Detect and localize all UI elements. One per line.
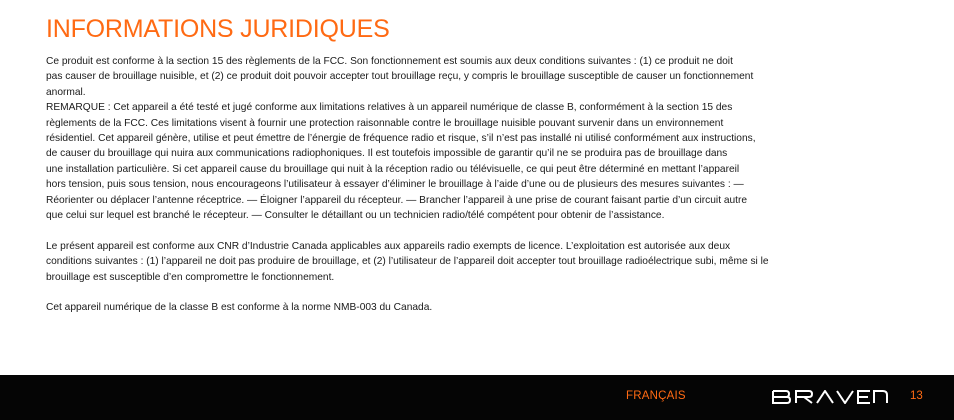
paragraph-spacer bbox=[46, 223, 904, 238]
text-line: Cet appareil numérique de la classe B est conforme à la norme NMB-003 du Canada. bbox=[46, 302, 433, 314]
text-line: REMARQUE : Cet appareil a été testé et jugé conforme aux limitations relatives à un appareil numérique de classe B, conformément à la section 15 des bbox=[46, 102, 733, 114]
text-line: hors tension, puis sous tension, nous encourageons l’utilisateur à essayer d’éliminer le brouillage à l’aide d’une ou de plusieurs des mesures suivantes : — bbox=[46, 179, 744, 191]
text-line: brouillage est susceptible d’en compromettre le fonctionnement. bbox=[46, 271, 335, 283]
text-line: une installation particulière. Si cet appareil cause du brouillage qui nuit à la réception radio ou télévisuelle, ce qui peut être déterminé en mettant l’appareil bbox=[46, 163, 740, 175]
text-line: Le présent appareil est conforme aux CNR d’Industrie Canada applicables aux appareils radio exempts de licence. L’exploitation est autorisée aux deux bbox=[46, 240, 731, 252]
text-line: conditions suivantes : (1) l’appareil ne doit pas produire de brouillage, et (2) l’utilisateur de l’appareil doit accepter tout brouillage radioélectrique subi, même si le bbox=[46, 256, 769, 268]
footer-bar bbox=[0, 375, 954, 420]
braven-logo bbox=[772, 390, 888, 404]
text-line: pas causer de brouillage nuisible, et (2) ce produit doit pouvoir accepter tout brouillage reçu, y compris le brouillage susceptible de causer un fonctionnement bbox=[46, 71, 754, 83]
text-line: de causer du brouillage qui nuira aux communications radiophoniques. Il est toutefois impossible de garantir qu’il ne se produira pas de brouillage dans bbox=[46, 148, 728, 160]
page-number: 13 bbox=[910, 390, 923, 402]
text-line: Ce produit est conforme à la section 15 des règlements de la FCC. Son fonctionnement est soumis aux deux conditions suivantes : (1) ce produit ne doit bbox=[46, 56, 733, 67]
text-line: Réorienter ou déplacer l’antenne réceptrice. — Éloigner l’appareil du récepteur. — Brancher l’appareil à une prise de courant faisant partie d’un circuit autre bbox=[46, 194, 748, 206]
page-title: INFORMATIONS JURIDIQUES bbox=[46, 15, 390, 43]
footer-language: FRANÇAIS bbox=[626, 390, 686, 402]
text-line: que celui sur lequel est branché le récepteur. — Consulter le détaillant ou un technicien radio/télé compétent pour obtenir de l’assistance. bbox=[46, 210, 665, 222]
text-line: anormal. bbox=[46, 86, 86, 98]
paragraph-spacer bbox=[46, 285, 904, 300]
text-line: règlements de la FCC. Ces limitations visent à fournir une protection raisonnable contre le brouillage nuisible pouvant survenir dans un environnement bbox=[46, 117, 724, 129]
text-line: résidentiel. Cet appareil génère, utilise et peut émettre de l’énergie de fréquence radio et risque, s’il n’est pas installé ni utilisé conformément aux instructions, bbox=[46, 133, 756, 145]
legal-text-body bbox=[46, 54, 904, 316]
